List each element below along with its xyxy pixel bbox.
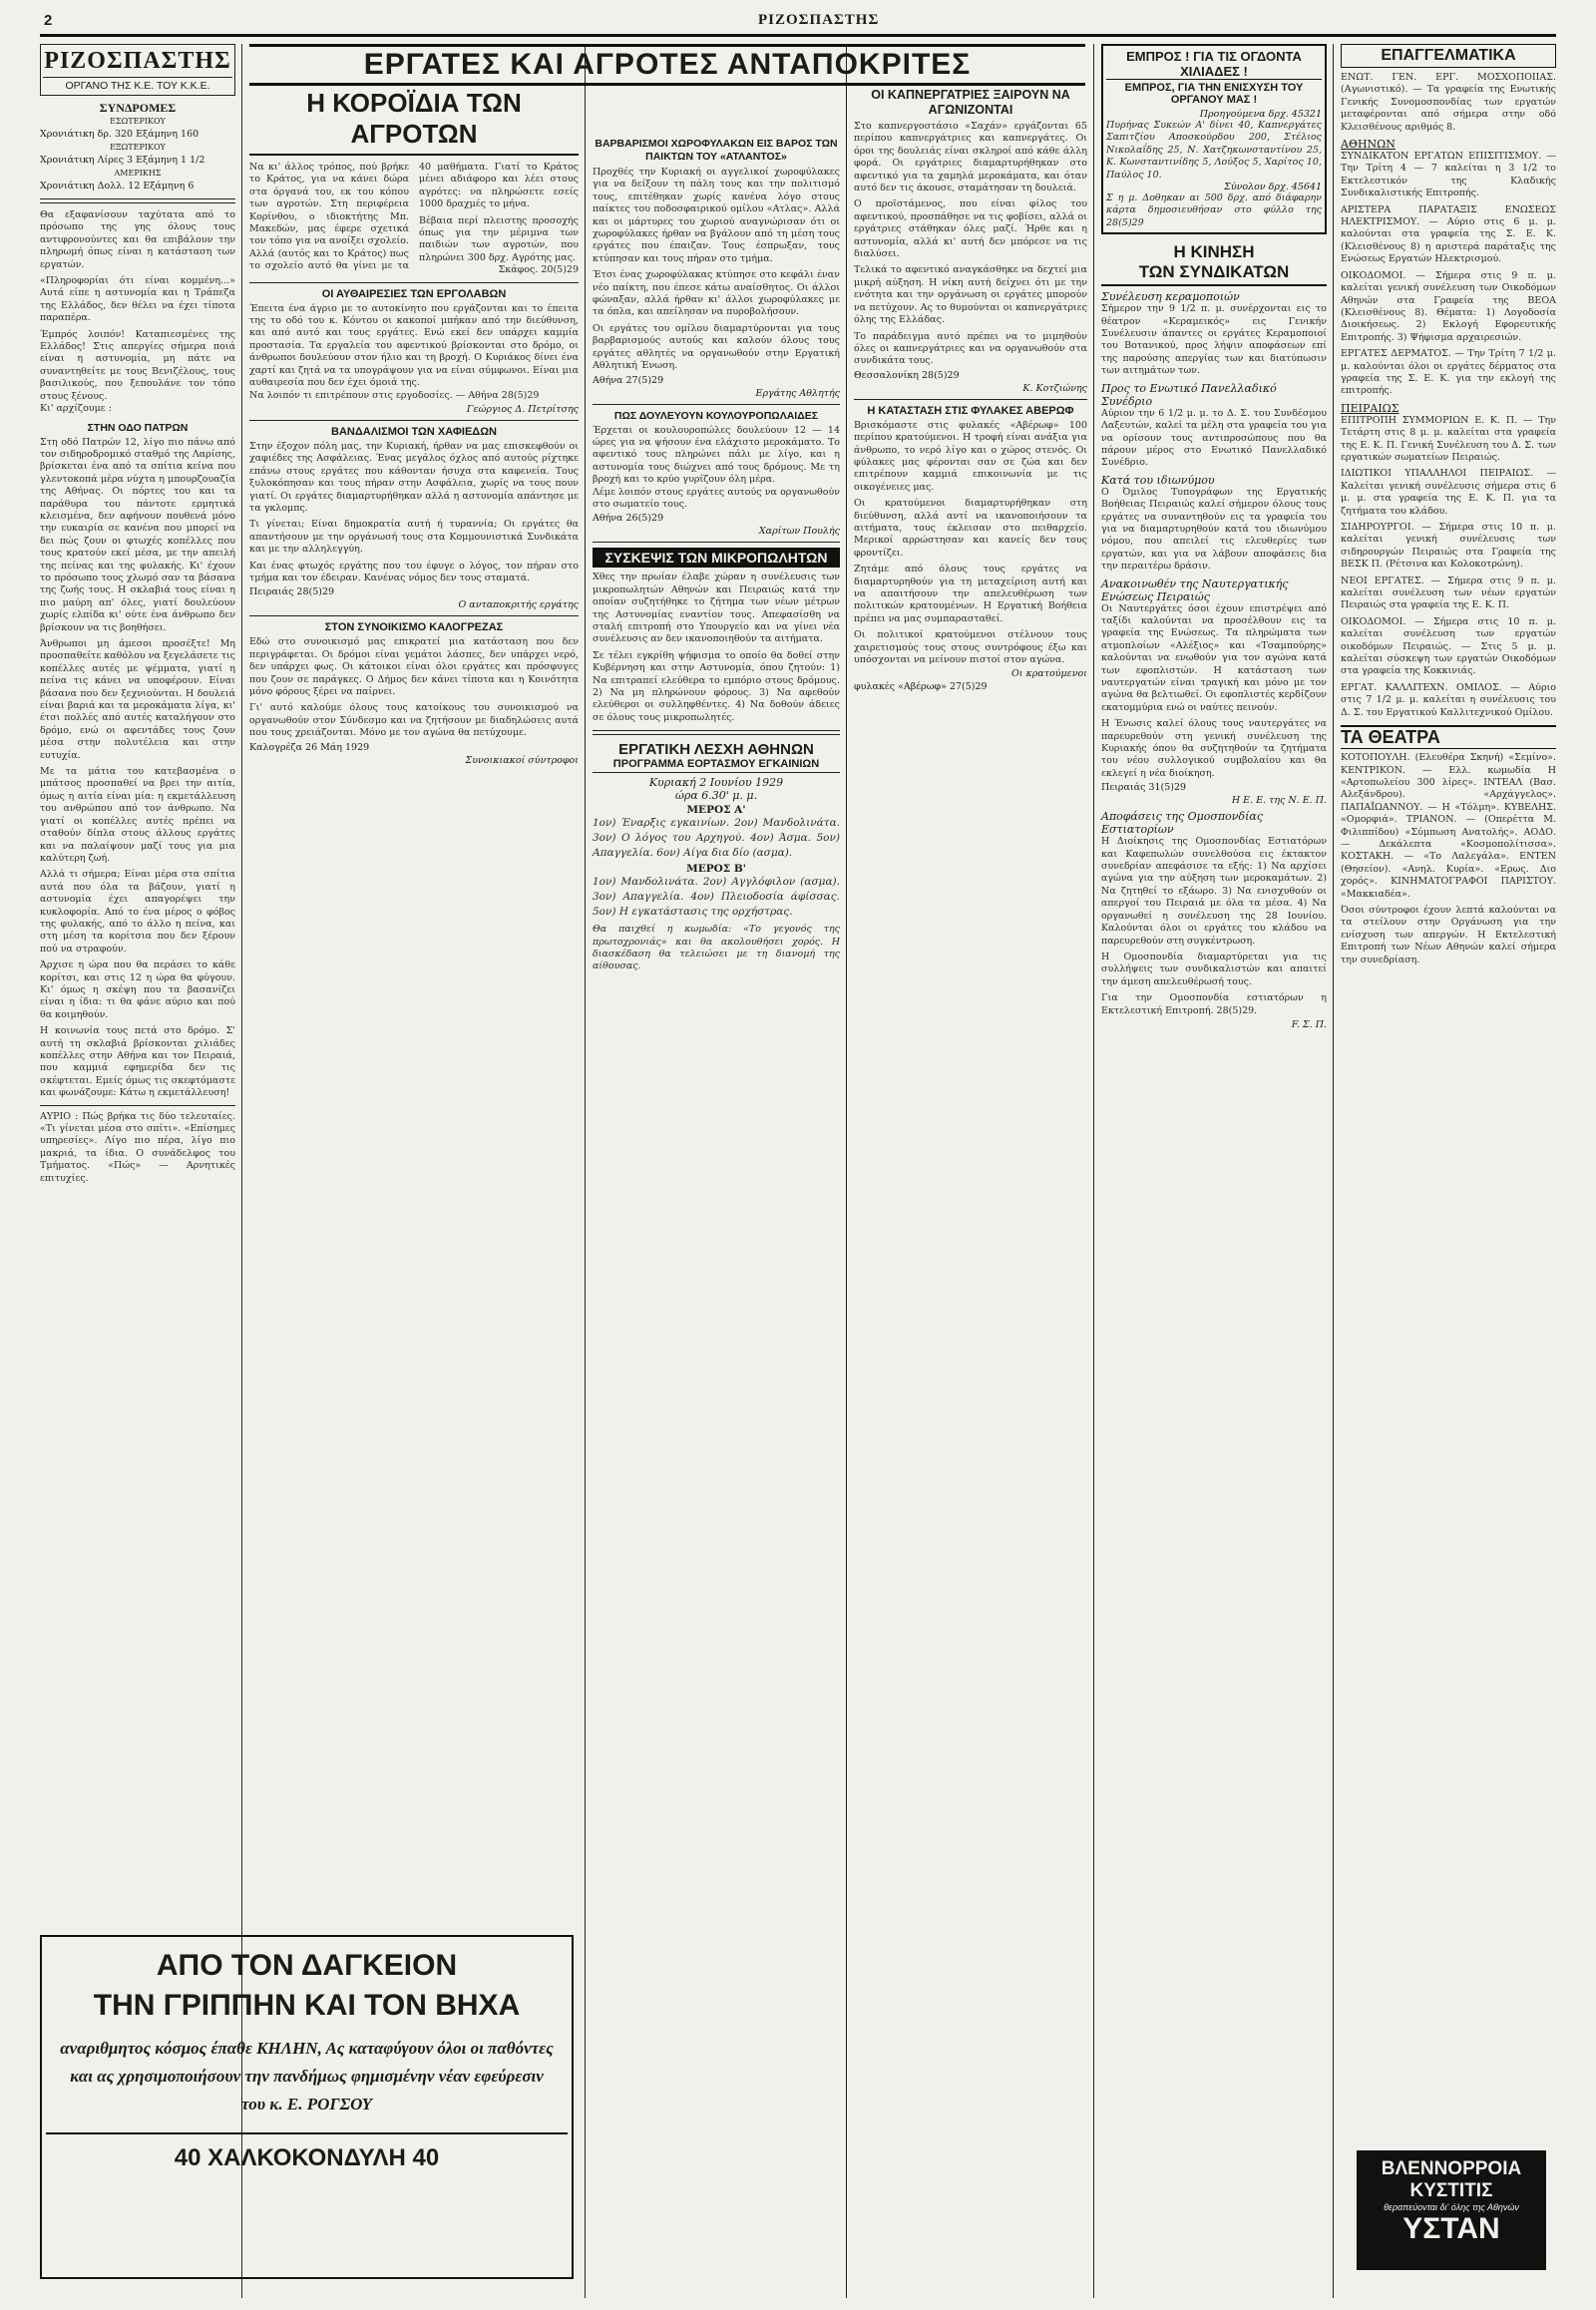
ad-line: ΒΛΕΝΝΟΡΡΟΙΑ [1381,2158,1522,2179]
article-text: ΕΠΙΤΡΟΠΗ ΣΥΜΜΟΡΙΩΝ Ε. Κ. Π. — Την Τετάρτη στις 8 μ. μ. καλείται στα γραφεία της Ε. Κ. Π. Γενική Συνέλευση του Δ. Σ. των εργατικών σωματείων Πειραιώς. [1341,414,1556,463]
article-text: Το παράδειγμα αυτό πρέπει να το μιμηθούν όλες οι καπνεργάτριες και να οργανωθούν στα συνδικάτα τους. [854,330,1087,367]
unions-title: Η ΚΙΝΗΣΗ [1173,242,1255,262]
medical-advertisement [1357,2150,1546,2270]
masthead-subtitle: ΟΡΓΑΝΟ ΤΗΣ Κ.Ε. ΤΟΥ Κ.Κ.Ε. [43,77,232,92]
grippe-advertisement [40,1935,574,2279]
running-header [40,12,1556,37]
article-text: Με τα μάτια του κατεβασμένα ο μπάτσος προσπαθεί να βρει την αιτία, όμως η αιτία είναι μία: η εκμετάλλευση του ανθρώπου από τον άνθρωπο. Να γιατί οι κοπέλλες αυτές πρέπει να σταθούν δίπλα στους άλλους εργάτες και να παλαίψουν μαζί τους για μια καλύτερη ζωή. [40,766,235,864]
signature: Γεώργιος Δ. Πετρίτσης [466,403,579,415]
article-text: Και ένας φτωχός εργάτης που του έφυγε ο λόγος, τον πήραν στο τμήμα και τον έδειραν. Κανένας νόμος δεν τους σταματά. [249,560,579,583]
article-text: Οι κρατούμενοι διαμαρτυρήθηκαν στη διεύθυνση, αλλά αντί να ικανοποιήσουν τα αιτήματα, τους έκλεισαν στο πειθαρχείο. Μερικοί αρρώστησαν και κανείς δεν τους φροντίζει. [854,498,1087,559]
article-text: Άνθρωποι μη άμεσοι προσέξτε! Μη προσπαθείτε καθόλου να ξεγελάσετε τις κοπέλλες αυτές με ψέμματα, γιατί η πείνα τις κάνει να υποφέρουν. Είναι βάσανα που δεν ξεχνιούνται. Η δουλειά είναι βαριά και τα μεροκάματα λίγα, κι' έτσι πολλές από αυτές καταλήγουν στο δρόμο, ενώ οι αφεντάδες τους ζουν μέσα στην πολυτέλεια και στην ευτυχία. [40,638,235,761]
column-1 [40,44,235,1185]
article-text: Σήμερον την 9 1/2 π. μ. συνέρχονται εις το θέατρον «Κεραμεικός» εις Γενικήν Συνέλευσιν άπαντες οι εργάτες Κεραμοποιοί του Βοτανικού, προς λήψιν αποφάσεων επί της παρούσης απεργίας των και διατύπωσιν των αιτημάτων των. [1101,303,1327,377]
article-text: Να κι' άλλος τρόπος, πού βρήκε το Κράτος, για να κάνει δώρα στα όργανά του, εκ του κόπου των αγροτών. Στη περιφέρεια Κορίνθου, ο ιδιοκτήτης Μπ. Μακεδών, μας έφερε σχετικά τον τόπο για να ανοίξει σχολείο. Αλλά (αυτός και το Κράτος) πως το σχολείο αυτό θα γίνει με τα 40 μαθήματα. Γιατί το Κράτος μένει αδιάφορο και λέει στους αγρότες: να πληρώσετε εσείς 1000 δραχμές το μήνα. [249,162,579,272]
article-text: «Πληροφορίαι ότι είναι κομμένη...» Αυτά είπε η αστυνομία και η Τράπεζα της Ελλάδος, δεν θέλει να έχει τίποτα παραπέρα. [40,275,235,324]
article-text: Για την Ομοσπονδία εστιατόρων η Εκτελεστική Επιτροπή. 28(5)29. [1101,992,1327,1016]
article-text: Έμπρός λοιπόν! Καταπιεσμένες της Ελλάδος! Στις απεργίες σήμερα ποιά είναι η αστυνομία, μη πάτε να συναντηθείτε με τους Βενιζέλους, τους βασιλικούς, που ξεπουλάνε τον τόπο στους ξένους. [40,328,235,402]
section-heading: ΕΡΓΑΤΙΚΗ ΛΕΣΧΗ ΑΘΗΝΩΝ [618,741,814,759]
section-heading: ΣΤΗΝ ΟΔΟ ΠΑΤΡΩΝ [87,421,189,434]
article-text: Έπειτα ένα άγριο με το αυτοκίνητο που εργάζονται και το έπειτα της το οδό του κ. Κόντου οι κακοποί μπήκαν από την διεύθυνση, και από αυτό και τους εργάτες. Ενώ εκεί δεν υπάρχει καμμία προστασία. Τα εργαλεία του αφεντικού βρίσκονται στο δρόμο, οι άνθρωποι δουλεύουν στον ήλιο και τη βροχή. Ο Κυριάκος δίνει ένα χαρτί και ζητά να τα υπογράψουν για να είναι σύμφωνοι. Είναι μια αυθαιρεσία που δεν έχει όμοιά της. [249,302,579,389]
program-list: 1ον) Έναρξις εγκαινίων. 2ον) Μανδολινάτα. 3ον) Ο λόγος του Αρχηγού. 4ον) Άσμα. 5ον) Απαγγελία. 6ον) Αίγα δια δίο (ασμα). [593,817,840,860]
correspondents-banner [249,44,1085,86]
signature: Εργάτης Αθλητής [755,387,840,399]
article-text: Βρισκόμαστε στις φυλακές «Αβέρωφ» 100 περίπου κρατούμενοι. Η τροφή είναι ανάξια για άνθρωπο, το νερό λίγο και ο χώρος στενός. Οι φύλακες μας φέρονται σαν σε ζώα και δεν επιτρέπουν καμμιά επικοινωνία με τις οικογένειες μας. [854,419,1087,493]
ad-line: θεραπεύονται δι' όλης της Αθηνών [1384,2202,1519,2212]
sub-heading: Αποφάσεις της Ομοσπονδίας Εστιατορίων [1101,810,1264,837]
column-5 [1101,44,1327,1032]
article-text: Οι Ναυτεργάτες όσοι έχουν επιστρέψει από ταξίδι καλούνται να προσέλθουν εις τα γραφεία της Ενώσεως. Τα πληρώματα των ατμοπλοίων «Αλέξιος» και «Τσαμπούρης» καλούνται να ενωθούν για τον αγώνα κατά των εφοπλιστών. Η κατάσταση των ναυτεργατών είναι τραγική και μόνο με τον αγώνα θα βελτιωθεί. Οι εφοπλιστές κερδίζουν εκατομμύρια ενώ οι ναύτες πεινούν. [1101,602,1327,713]
article-text: Αλλά τι σήμερα; Είναι μέρα στα σπίτια αυτά που όλα τα βάζουν, γιατί η αστυνομία έχει απαγορέψει την κυκλοφορία. Από το ένα μέρος ο φόβος της φυλακής, από το άλλο η πείνα, και στη μέση τα κορίτσια που δεν ξέρουν πού να στραφούν. [40,869,235,955]
signature: F. Σ. Π. [1291,1018,1327,1030]
article-text: ΕΝΩΤ. ΓΕΝ. ΕΡΓ. ΜΟΣΧΟΠΟΙΙΑΣ. (Αγωνιστικό). — Τα γραφεία της Ενωτικής Γενικής Συνομοσπονδίας των εργατών μεταφέρονται από σήμερα στην οδό Κλεισθένους αριθμός 8. [1341,72,1556,133]
sub-heading: Ανακοινωθέν της Ναυτεργατικής Ενώσεως Πειραιώς [1101,577,1289,603]
article-text: Σε τέλει εγκρίθη ψήφισμα το οποίο θα δοθεί στην Κυβέρνηση και στην Αστυνομία, όπου ζητούν: 1) Να επιτραπεί ελεύθερα το εμπόριο στους δρόμους. 2) Να μη πληρώνουν φόρους. 3) Να αφεθούν ελεύθεροι οι συλληφθέντες. 4) Να δοθούν άδειες σε όλους τους μικροπωλητές. [593,649,840,723]
article-text: ΟΙΚΟΔΟΜΟΙ. — Σήμερα στις 10 π. μ. καλείται συνέλευση των εργατών οικοδόμων Πειραιώς. — Στις 5 μ. μ. καλείται σύσκεψη των εργατών Οικοδόμων στα γραφεία της Κοκκινιάς. [1341,615,1556,677]
article-text: ΣΥΝΔΙΚΑΤΟΝ ΕΡΓΑΤΩΝ ΕΠΙΣΙΤΙΣΜΟΥ. — Την Τρίτη 4 — 7 καλείται η 3 1/2 το Εκτελεστικόν της Κλαδικής Συνδικαλιστικής Επιτροπής. [1341,151,1556,199]
sub-heading: Συνέλευση κεραμοποιών [1101,290,1240,304]
article-text: Κι' αρχίζουμε : [40,403,112,415]
signature: Χαρίτων Πουλής [758,526,840,538]
ad-address: 40 ΧΑΛΚΟΚΟΝΔΥΛΗ 40 [46,2132,568,2172]
article-text: Έρχεται οι κουλουροπώλες δουλεύουν 12 — 14 ώρες για να ψήσουν ένα ελάχιστο μεροκάματο. Το αφεντικό τους πληρώνει πάλι με λίγο, και η αστυνομία τους διώχνει από τους δρόμους. Με τη βροχή και το κρύο γυρίζουν όλη μέρα. [593,424,840,486]
section-heading: ΣΥΣΚΕΨΙΣ ΤΩΝ ΜΙΚΡΟΠΩΛΗΤΩΝ [593,548,840,568]
column-6 [1341,44,1556,966]
article-text: Η Ομοσπονδία διαμαρτύρεται για τις συλλήψεις των συνδικαλιστών και απαιτεί την άμεση απελευθέρωσή τους. [1101,951,1327,987]
section-heading: Η ΚΑΤΑΣΤΑΣΗ ΣΤΙΣ ΦΥΛΑΚΕΣ ΑΒΕΡΩΦ [867,404,1074,417]
ad-line: ΚΥΣΤΙΤΙΣ [1409,2180,1493,2201]
program-part: ΜΕΡΟΣ Α' [686,804,746,817]
ad-title-1: ΑΠΟ ΤΟΝ ΔΑΓΚΕΙΟΝ [156,1949,458,1982]
article-text: Οι εργάτες του ομίλου διαμαρτύρονται για τους βαρβαρισμούς αυτούς και καλούν όλους τους εργάτες αθλητές να οργανωθούν στην Εργατική Αθλητική Ένωση. [593,322,840,372]
article-text: Οι πολιτικοί κρατούμενοι στέλνουν τους χαιρετισμούς τους στους συντρόφους έξω και υπόσχονται να μείνουν πιστοί στον αγώνα. [854,629,1087,666]
article-text: Να λοιπόν τι επιτρέπουν στις εργοδοσίες. — Αθήνα 28(5)29 [249,389,540,401]
subs-interior: ΕΣΩΤΕΡΙΚΟΥ [110,117,166,126]
fund-drive-box [1101,44,1327,234]
lead-article-title: Η ΚΟΡΟΪΔΙΑ ΤΩΝ ΑΓΡΟΤΩΝ [249,88,579,156]
article-text: Ο προϊστάμενος, που είναι φίλος του αφεντικού, προσπάθησε να τις φοβίσει, αλλά οι εργάτριες στάθηκαν όλες μαζί. Ήρθε και η αστυνομία, αλλά κι' αυτή δεν μπόρεσε να τις διαλύσει. [854,198,1087,260]
section-heading: ΣΤΟΝ ΣΥΝΟΙΚΙΣΜΟ ΚΑΛΟΓΡΕΖΑΣ [324,621,504,634]
ad-title-2: ΤΗΝ ΓΡΙΠΠΗΝ ΚΑΙ ΤΟΝ ΒΗΧΑ [93,1989,521,2022]
article-text: ΟΙΚΟΔΟΜΟΙ. — Σήμερα στις 9 π. μ. καλείται γενική συνέλευση των Οικοδόμων Αθηνών στα Γραφεία της ΒΕΟΑ (Κλεισθένους 8). Θέματα: 1) Λογοδοσία Διοικήσεως. 2) Εκλογή Εφορευτικής Επιτροπής. 3) Ψήφισμα αρχαιρεσιών. [1341,269,1556,343]
article-text: Η κοινωνία τους πετά στο δρόμο. Σ' αυτή τη σκλαβιά βρίσκονται χιλιάδες κοπέλλες στην Αθήνα και τον Πειραιά, που καμμιά εφημερίδα δεν τις σκέφτεται. Εμείς όμως τις σκεφτόμαστε και φωνάζουμε: Κάτω η εκμετάλλευση! [40,1025,235,1099]
article-text: Έτσι ένας χωροφύλακας κτύπησε στο κεφάλι έναν νέο παίκτη, που έπεσε κάτω αναίσθητος. Οι άλλοι φώναξαν, αλλά ήρθαν κι' άλλοι χωροφύλακες με τα όπλα, και απείλησαν να πυροβολήσουν. [593,269,840,318]
article-text: Βέβαια περί πλειστης προσοχής όπως για την μέριμνα των παιδιών των αγροτών, που πληρώνει 300 δρχ. Αγρότης μας. [419,214,579,263]
sub-heading: ΠΕΙΡΑΙΩΣ [1341,401,1399,415]
subs-line-2: Χρονιάτικη Λίρες 3 Εξάμηνη 1 1/2 [40,155,205,166]
article-text: Θα εξαφανίσουν ταχύτατα από το πρόσωπο της γης όλους τους αντιφρονούντες και θα επιβάλουν την πληρωμή όπως είναι η κατάσταση των εργατών. [40,209,235,270]
signature: Συνοικιακοί σύντροφοι [465,754,579,766]
section-heading: ΠΡΟΓΡΑΜΜΑ ΕΟΡΤΑΣΜΟΥ ΕΓΚΑΙΝΙΩΝ [593,758,840,773]
signature: Ο ανταποκριτής εργάτης [458,599,579,611]
column-3 [593,88,840,973]
fund-drive-subtitle: ΕΜΠΡΟΣ, ΓΙΑ ΤΗΝ ΕΝΙΣΧΥΣΗ ΤΟΥ ΟΡΓΑΝΟΥ ΜΑΣ ! [1124,82,1304,106]
fund-note: Σ η μ. Δοθηκαν αι 500 δρχ. από διάφαρην κάρτα δημοσιευθήσαν στο φύλλο της 28(5)29 [1106,192,1322,228]
fund-drive-title: ΕΜΠΡΟΣ ! ΓΙΑ ΤΙΣ ΟΓΔΟΝΤΑ ΧΙΛΙΑΔΕΣ ! [1106,49,1322,80]
program-list: 1ον) Μανδολινάτα. 2ον) Αγγλόφιλον (ασμα). 3ον) Απαγγελία. 4ον) Πλειοδοσία άφίσσας. 5ον) Η εγκατάστασις της ορχήστρας. [593,876,840,919]
section-heading: ΤΑ ΘΕΑΤΡΑ [1341,725,1556,749]
article-text: Η Ένωσις καλεί όλους τους ναυτεργάτες να παρευρεθούν στη γενική συνέλευση της Κυριακής όπου θα συζητηθούν τα ζητήματα του νέου συλλογικού συμβολαίου και θα εκλεγεί η νέα διοίκηση. [1101,718,1327,779]
article-text: Γι' αυτό καλούμε όλους τους κατοίκους του συνοικισμού να οργανωθούν στον Σύνδεσμο και να ζητήσουν με διαδηλώσεις αυτά που τους χρειάζονται. Μόνο με τον αγώνα θα πετύχουμε. [249,702,579,739]
section-heading: ΟΙ ΚΑΠΝΕΡΓΑΤΡΙΕΣ ΞΑΙΡΟΥΝ ΝΑ ΑΓΩΝΙΖΟΝΤΑΙ [871,88,1070,117]
article-text: Η Διοίκησις της Ομοσπονδίας Εστιατόρων και Καφεπωλών συνελθούσα εις έκτακτον συνεδρίαν απεφάσισε τα εξής: 1) Να αρχίσει αγώνα για την αύξηση των μεροκαμάτων. 2) Να ζητηθεί το εξάωρο. 3) Να ενισχυθούν οι απεργοί του Πειραιά με όλα τα μέσα. 4) Να οργανωθεί η συνέλευση της 28 Ιουνίου. Καλούνται όλοι οι εργάτες του κλάδου να παρευρεθούν στη συγκέντρωση. [1101,836,1327,947]
article-text: ΙΔΙΩΤΙΚΟΙ ΥΠΑΛΛΗΛΟΙ ΠΕΙΡΑΙΩΣ. — Καλείται γενική συνέλευσις σήμερα στις 6 μ. μ. στα γραφεία της Ε. Κ. Π. για τα ζητήματα του κλάδου. [1341,468,1556,517]
event-date: Κυριακή 2 Ιουνίου 1929 [648,776,784,790]
signature: Κ. Κοτζιώνης [1022,382,1087,394]
sub-heading: ΑΘΗΝΩΝ [1341,138,1396,152]
unions-title-2: ΤΩΝ ΣΥΝΔΙΚΑΤΩΝ [1101,262,1327,286]
sub-heading: Κατά του ιδιωνύμου [1101,473,1215,487]
section-heading: ΒΑΡΒΑΡΙΣΜΟΙ ΧΩΡΟΦΥΛΑΚΩΝ ΕΙΣ ΒΑΡΟΣ ΤΩΝ ΠΑΙΚΤΩΝ ΤΟΥ «ΑΤΛΑΝΤΟΣ» [595,138,838,163]
article-text: Στην έξοχον πόλη μας, την Κυριακή, ήρθαν να μας επισκεφθούν οι χαφιέδες της Ασφάλειας. Ένας μεγάλος όχλος από αυτούς ρίχτηκε επάνω στους εργάτες που κάθονταν ήσυχα στα καφενεία. Τους ξυλοκόπησαν και τους πήραν στην Ασφάλεια, χωρίς να τους πουν γιατί. Οι εργάτες διαμαρτυρήθηκαν αλλά η αστυνομία απάντησε με τα γκλομπς. [249,440,579,514]
article-text: ΚΟΤΟΠΟΥΛΗ. (Ελευθέρα Σκηνή) «Σεμίνο». ΚΕΝΤΡΙΚΟΝ. — Ελλ. κωμωδία Η «Αρτοπωλείου 300 λίρες». ΙΝΤΕΑΛ (Βασ. Αλεξάνδρου). «Αρχάγγελος». ΠΑΠΑΪΩΑΝΝΟΥ. — Η «Τόλμη». ΚΥΒΕΛΗΣ. «Ομορφιά». ΤΡΙΑΝΟΝ. — (Οπερέττα Μ. Φιλιππίδου) «Σύμπωση Ανατολής». ΑΟΔΟ. — Δεκάλεπτα «Κοσμοπολίτισσα». ΚΟΣΤΑΚΗ. — «Το Λαλεγάλα». ΕΝΤΕΝ (Θησείον). «Ανηλ. Κυρία». «Ερως. Διο χορός». ΚΙΝΗΜΑΤΟΓΡΑΦΟΙ ΠΑΡΙΣΤΟΥ. «Μακκιαδέα». [1341,752,1556,900]
article-text: Τι γίνεται; Είναι δημοκρατία αυτή ή τυραννία; Οι εργάτες θα απαντήσουν με την οργάνωσή τους στα Κομμουνιστικά Συνδικάτα και με την αλληλεγγύη. [249,519,579,556]
section-heading: ΟΙ ΑΥΘΑΙΡΕΣΙΕΣ ΤΩΝ ΕΡΓΟΛΑΒΩΝ [321,287,507,300]
ad-body: αναριθμητος κόσμος έπαθε ΚΗΛΗΝ, Ας καταφύγουν όλοι οι παθόντες και ας χρησιμοποιήσουν την πανδήμως φημισμένην νέαν εφεύρεσιν του κ. Ε. ΡΟΓΣΟΥ [60,2039,554,2114]
sub-heading: Προς το Ενωτικό Πανελλαδικό Συνέδριο [1101,381,1277,408]
article-text: ΕΡΓΑΤ. ΚΑΛΛΙΤΕΧΝ. ΟΜΙΛΟΣ. — Αύριο στις 7 1/2 μ. μ. καλείται η συνέλευσις του Δ. Σ. του Εργατικού Καλλιτεχνικού Ομίλου. [1341,681,1556,718]
article-text: Σκάφος. 20(5)29 [498,264,579,276]
subscriptions [40,102,235,192]
article-text: Αύριον την 6 1/2 μ. μ. το Δ. Σ. του Συνδέσμου Λαξευτών, καλεί τα μέλη στα γραφεία του για να ορίσουν τους αντιπροσώπους που θα πάρουν μέρος στο Ενωτικό Πανελλαδικό Συνέδριο. [1101,407,1327,469]
subs-america: ΑΜΕΡΙΚΗΣ [114,169,162,178]
article-text: Χθες την πρωίαν έλαβε χώραν η συνέλευσις των μικροπωλητών Αθηνών και Πειραιώς κατά την οποίαν συζητήθηκε το ζήτημα των νέων μέτρων της Αστυνομίας εναντίον τους. Απεφασίσθη να σταλή επιτροπή στο Υπουργείο και να γίνει νέα συνέλευσις αν δεν ικανοποιηθούν τα αιτήματα. [593,572,840,645]
dateline: φυλακές «Αβέρωφ» 27(5)29 [854,681,988,693]
subs-title: ΣΥΝΔΡΟΜΕΣ [99,101,177,115]
fund-previous: Προηγούμενα δρχ. 45321 [1199,109,1322,120]
article-text: Θα παιχθεί η κωμωδία: «Το γεγονός της πρωτοχρονιάς» και θα ακολουθήσει χορός. Η διασκέδαση θα τελειώσει με τη διανομή της αίθουσας. [593,924,840,972]
dateline: Πειραιάς 28(5)29 [249,586,335,598]
section-heading: ΒΑΝΔΑΛΙΣΜΟΙ ΤΩΝ ΧΑΦΙΕΔΩΝ [331,425,497,438]
article-text: ΕΡΓΑΤΕΣ ΔΕΡΜΑΤΟΣ. — Την Τρίτη 7 1/2 μ. μ. καλούνται όλοι οι εργάτες δέρματος στα γραφεία της Σ. Ε. Κ. για την εκλογή της επιτροπής. [1341,348,1556,397]
article-text: Ζητάμε από όλους τους εργάτες να διαμαρτυρηθούν για τη μεταχείριση αυτή και να απαιτήσουν την απελευθέρωση των πολιτικών κρατουμένων. Η Εργατική Βοήθεια πρέπει να μας συμπαρασταθεί. [854,564,1087,624]
fund-list: Πυρήνας Συκεών Α' δίνει 40, Καπνεργάτες Σαπιτζίου Αποσκούρδου 200, Στέλιος Νικολαΐδης 25, Ν. Χατζηκωνσταντίνου 25, Κ. Κωνσταντινίδης 5, Λούξος 5, Χαρίτος 10, Παύλος 10. [1106,120,1322,181]
signature: Οι κρατούμενοι [1010,668,1087,680]
running-title: ΡΙΖΟΣΠΑΣΤΗΣ [758,12,880,28]
article-text: ΑΡΙΣΤΕΡΑ ΠΑΡΑΤΑΞΙΣ ΕΝΩΣΕΩΣ ΗΛΕΚΤΡΙΣΜΟΥ. — Αύριο στις 6 μ. μ. καλούνται στα γραφεία της Σ. Ε. Κ. (Κλεισθένους 8) η αριστερά παράταξις της Ενώσεως Εργατών Ηλεκτρισμού. [1341,203,1556,265]
subs-exterior: ΕΞΩΤΕΡΙΚΟΥ [110,143,166,152]
banner-title: ΕΡΓΑΤΕΣ ΚΑΙ ΑΓΡΟΤΕΣ ΑΝΤΑΠΟΚΡΙΤΕΣ [363,48,972,81]
article-text: ΝΕΟΙ ΕΡΓΑΤΕΣ. — Σήμερα στις 9 π. μ. καλείται συνέλευση των νέων εργατών Πειραιώς στα γραφεία της Ε. Κ. Π. [1341,575,1556,611]
dateline: Καλογρέζα 26 Μάη 1929 [249,741,370,753]
dateline: Αθήνα 26(5)29 [593,513,664,525]
subs-line-1: Χρονιάτικη δρ. 320 Εξάμηνη 160 [40,129,200,140]
article-text: Στη οδό Πατρών 12, λίγο πιο πάνω από τον σιδηροδρομικό σταθμό της Λαρίσης, βρίσκεται ένα από τα σπίτια κείνα που γλεντοκοπά μέρα νύχτα η μπουρζουαζία της Αθήνας. Οι πόρτες του και τα παράθυρα του πάντοτε ερμητικά κλεισμένα, δεν αφήνουν πουθενά μόνο την ευκαιρία σε κανένα που μπορεί να δει πώς ζουν οι φτωχές κοπέλλες που τους κρατούν εκεί μέσα, με την απειλή της πείνας και της φυλακής. Κι' έχουν το πρόσωπο τους χλωμό σαν τα βάσανα της ζωής τους. Η σκλαβιά τους είναι η πιο μαύρη απ' όλες, γιατί δουλεύουν χωρίς ελπίδα κι' ούτε ένα άνθρωπο δεν βρίσκουν να τις βοηθήσει. [40,436,235,633]
program-part: ΜΕΡΟΣ Β' [686,863,746,876]
signature: Η Ε. Ε. της Ν. Ε. Π. [1231,795,1327,807]
article-text: ΣΙΔΗΡΟΥΡΓΟΙ. — Σήμερα στις 10 π. μ. καλείται γενική συνέλευσις των σιδηρουργών Πειραιώς στα Γραφεία της ΒΕΣΚ Π. (Ρέτσινα και Κολοκοτρώνη). [1341,522,1556,571]
article-text: Προχθές την Κυριακή οι αγγελικοί χωροφύλακες για να δείξουν τη πάλη τους και την πολιτισμό τους, επιτέθηκαν χωρίς κανένα λόγο στους παίκτες του ποδοσφαιρικού ομίλου «Ατλας». Αλλά και οι μάρτυρες του χωριού αναγνώρισαν ότι οι χωροφύλακες ήρθαν να βγάλουν από τη μέση τους εργάτες που έπαιζαν. Τους έσπρωξαν, τους κτύπησαν και τους πήραν στο τμήμα. [593,167,840,264]
column-2 [249,88,579,768]
dateline: Πειραιάς 31(5)29 [1101,782,1187,794]
subs-line-3: Χρονιάτικη Δολλ. 12 Εξάμηνη 6 [40,181,195,192]
dateline: Θεσσαλονίκη 28(5)29 [854,369,960,381]
page-number: 2 [44,12,53,29]
article-text: Ο Όμιλος Τυπογράφων της Εργατικής Βοήθειας Πειραιώς καλεί σήμερον όλους τους εργάτες να συναντηθούν εις τα γραφεία του για να διαμαρτυρηθούν κατά του ιδιωνύμου νόμου, που απειλεί τις ελευθερίες των εργατών, και για να λάβουν αποφάσεις δια την περαιτέρω δράσιν. [1101,486,1327,573]
article-text: Όσοι σύντροφοι έχουν λεπτά καλούνται να τα στείλουν στην Οργάνωση για την ενίσχυση των απεργών. Η Εκτελεστική Επιτροπή των Νέων Αθηνών καλεί σήμερα την συνεδρίαση. [1341,904,1556,965]
event-time: ώρα 6.30' μ. μ. [674,789,758,803]
ad-line: ΥΣΤΑΝ [1402,2212,1500,2245]
article-text: Εδώ στο συνοικισμό μας επικρατεί μια κατάσταση που δεν περιγράφεται. Οι δρόμοι είναι γεμάτοι λάσπες, δεν υπάρχει νερό, δεν υπάρχει φως. Οι κάτοικοι είναι όλοι εργάτες και πρόσφυγες που ζουν σε παράγκες. Ο Δήμος δεν κάνει τίποτα και η Κοινότητα μόνο φόρους ξέρει να παίρνει. [249,636,579,697]
fund-total: Σύνολον δρχ. 45641 [1224,182,1322,193]
dateline: Αθήνα 27(5)29 [593,374,664,386]
article-text: ΑΥΡΙΟ : Πώς βρήκα τις δύο τελευταίες. «Τι γίνεται μέσα στο σπίτι». «Επίσημες υπηρεσίες». Λίγο πιο πέρα, λίγο πιο μακριά, τα ίδια. Ο συνάδελφος του Τμήματος. «Πώς» — Αρνητικές επιτυχίες. [40,1110,235,1184]
section-heading: ΕΠΑΓΓΕΛΜΑΤΙΚΑ [1341,44,1556,68]
article-text: Στο καπνεργοστάσιο «Σαχάν» εργάζονται 65 περίπου καπνεργάτριες και καπνεργάτες. Οι όροι της δουλειάς είναι σκληροί από κάθε άλλη φορά. Οι εργάτριες διαμαρτυρήθηκαν στο αφεντικό για τα χαμηλά μεροκάματα, και όταν αυτό δεν τις άκουσε, σταμάτησαν τη δουλειά. [854,121,1087,194]
masthead [40,44,235,96]
article-text: Λέμε λοιπόν στους εργάτες αυτούς να οργανωθούν στο σωματείο τους. [593,486,840,510]
section-heading: ΠΩΣ ΔΟΥΛΕΥΟΥΝ ΚΟΥΛΟΥΡΟΠΩΛΑΙΔΕΣ [613,409,819,422]
article-text: Άρχισε η ώρα που θα περάσει το κάθε κορίτσι, και στις 12 η ώρα θα φύγουν. Κι' όμως η σκέψη που τα βασανίζει είναι η ίδια: τι θα φάνε αύριο και πού θα κοιμηθούν. [40,960,235,1020]
column-4 [854,88,1087,692]
masthead-title: ΡΙΖΟΣΠΑΣΤΗΣ [44,48,231,74]
article-text: Τελικά το αφεντικό αναγκάσθηκε να δεχτεί μια μικρή αύξηση. Η νίκη αυτή δείχνει ότι με την ενότητα και την οργάνωση οι εργάτες μπορούν να πετύχουν. Ας το θυμούνται οι καπνεργάτριες όλης της Ελλάδας. [854,264,1087,326]
